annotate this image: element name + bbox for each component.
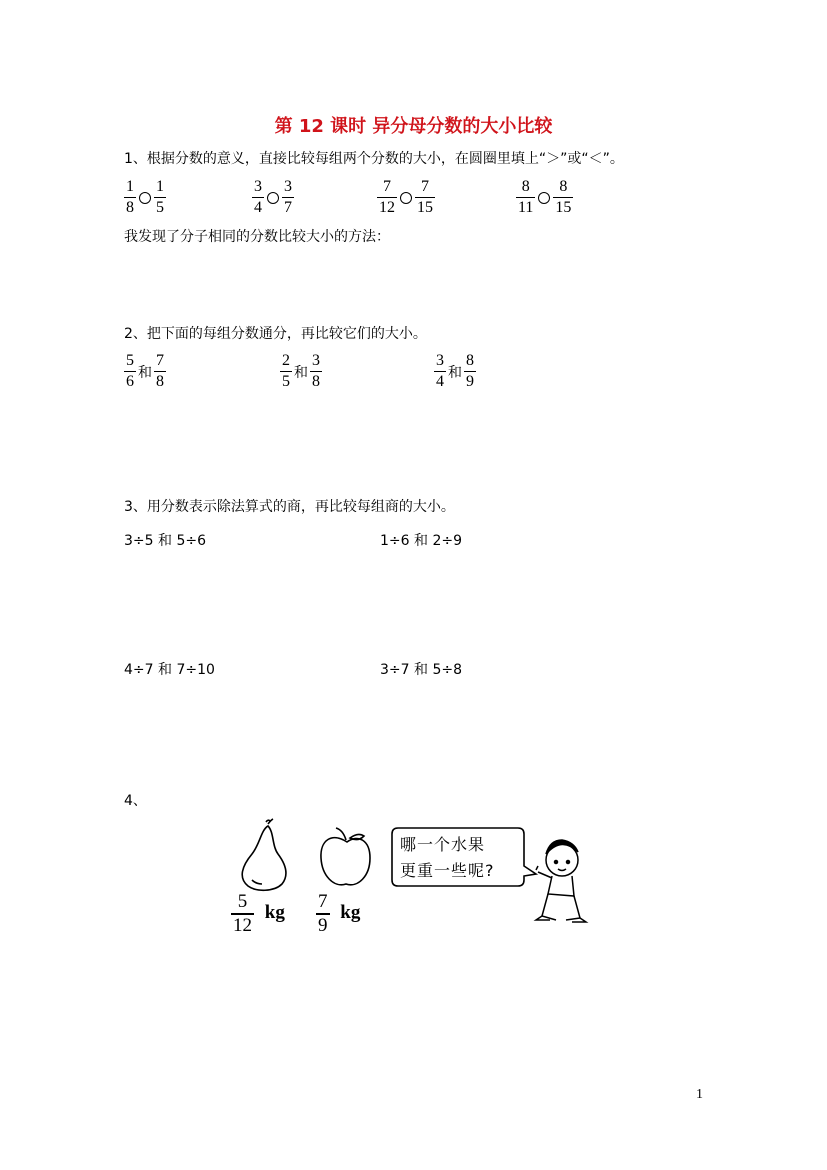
- speech-line-2: 更重一些呢?: [400, 861, 495, 880]
- q3-item-3: 4÷7 和 7÷10: [124, 662, 215, 678]
- connector-text: 和: [138, 364, 152, 381]
- fraction: $\frac{1}{5}$: [156, 178, 164, 216]
- fraction: $\frac{2}{5}$: [282, 352, 290, 390]
- q3-item-1: 3÷5 和 5÷6: [124, 533, 206, 549]
- fruit-illustration: [222, 818, 602, 943]
- q1-discovery: 我发现了分子相同的分数比较大小的方法：: [124, 229, 390, 245]
- answer-circle[interactable]: [400, 192, 412, 204]
- q2-pair-2: [280, 352, 322, 391]
- pear-icon: [242, 819, 286, 890]
- fraction: $\frac{8}{9}$: [466, 352, 474, 390]
- fraction: $\frac{3}{4}$: [436, 352, 444, 390]
- fraction: $\frac{8}{11}$: [518, 178, 534, 216]
- q1-pair-3: [377, 178, 435, 217]
- q3-item-4: 3÷7 和 5÷8: [380, 662, 462, 678]
- fraction: $\frac{1}{8}$: [126, 178, 134, 216]
- q1-pair-2: [252, 178, 294, 217]
- page-number: 1: [696, 1087, 703, 1102]
- pear-weight: $\frac{5}{12}$ kg: [233, 891, 285, 936]
- speech-line-1: 哪一个水果: [400, 835, 486, 854]
- fraction: $\frac{5}{6}$: [126, 352, 134, 390]
- q3-prompt: 3、用分数表示除法算式的商，再比较每组商的大小。: [124, 499, 455, 515]
- q1-prompt: 1、根据分数的意义，直接比较每组两个分数的大小，在圆圈里填上“＞”或“＜”。: [124, 151, 624, 167]
- fraction: $\frac{7}{8}$: [156, 352, 164, 390]
- q2-prompt: 2、把下面的每组分数通分，再比较它们的大小。: [124, 326, 427, 342]
- apple-icon: [321, 828, 370, 885]
- answer-circle[interactable]: [267, 192, 279, 204]
- fraction: $\frac{3}{7}$: [284, 178, 292, 216]
- q3-item-2: 1÷6 和 2÷9: [380, 533, 462, 549]
- q2-pair-3: [434, 352, 476, 391]
- q4-label: 4、: [124, 793, 147, 809]
- apple-unit: kg: [340, 902, 361, 924]
- child-icon: [536, 840, 586, 922]
- fraction: $\frac{8}{15}$: [555, 178, 572, 216]
- answer-circle[interactable]: [538, 192, 550, 204]
- connector-text: 和: [294, 364, 308, 381]
- pear-unit: kg: [264, 902, 285, 924]
- connector-text: 和: [448, 364, 462, 381]
- q1-pair-1: [124, 178, 166, 217]
- answer-circle[interactable]: [139, 192, 151, 204]
- q1-pair-4: [516, 178, 573, 217]
- page-title: 第 12 课时 异分母分数的大小比较: [274, 116, 553, 137]
- q2-pair-1: [124, 352, 166, 391]
- fraction: $\frac{3}{8}$: [312, 352, 320, 390]
- fraction: $\frac{7}{12}$: [379, 178, 395, 216]
- fraction: $\frac{7}{15}$: [417, 178, 433, 216]
- fraction: $\frac{3}{4}$: [254, 178, 262, 216]
- apple-weight: $\frac{7}{9}$ kg: [318, 891, 361, 936]
